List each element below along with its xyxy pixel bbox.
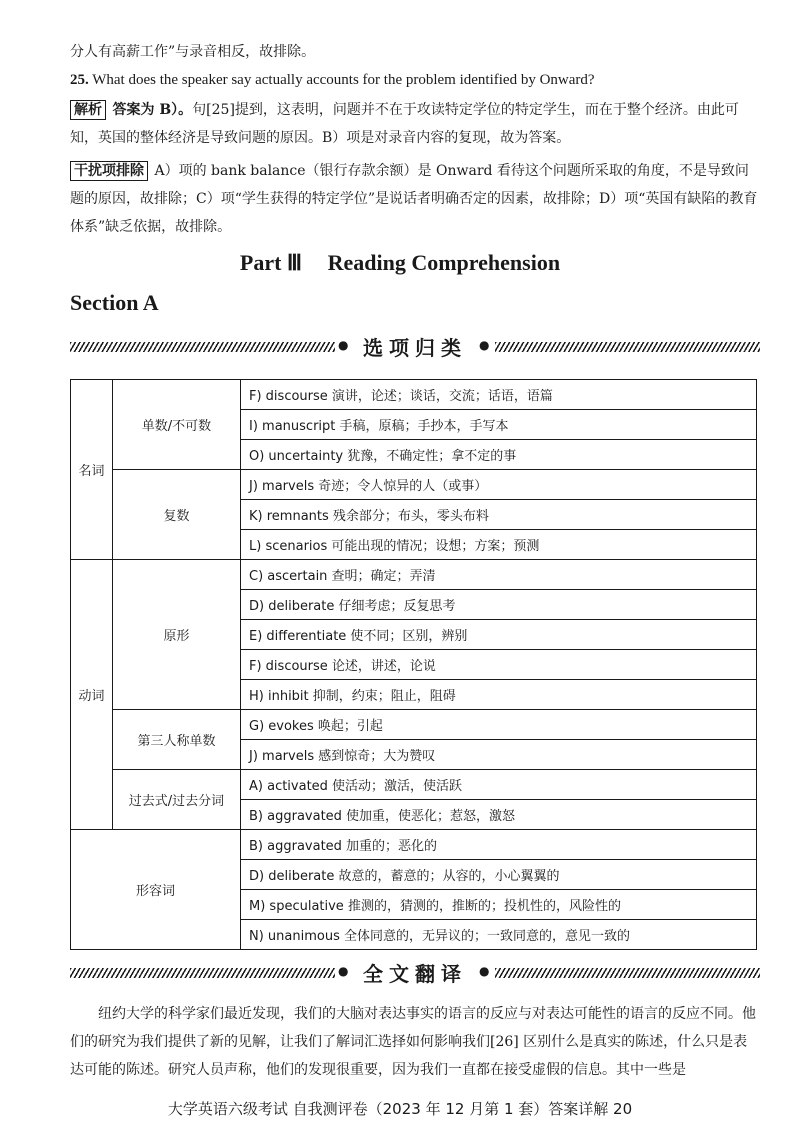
entry-cell: I) manuscript 手稿，原稿；手抄本，手写本 [241, 410, 757, 440]
part-name: Reading Comprehension [327, 250, 561, 275]
pos-cell: 名词 [71, 380, 113, 560]
analysis-text: 句[25]提到，这表明，问题并不在于攻读特定学位的特定学生，而在于整个经济。由此可知，英国的整体经济是导致问题的原因。B）项是对录音内容的复现，故为答案。 [70, 102, 739, 146]
banner-title: 全文翻译 [363, 962, 467, 986]
form-cell: 复数 [113, 470, 241, 560]
form-cell: 单数/不可数 [113, 380, 241, 470]
table-row [71, 710, 757, 740]
entry-cell: E) differentiate 使不同；区别，辨别 [241, 620, 757, 650]
entry-cell: O) uncertainty 犹豫，不确定性；拿不定的事 [241, 440, 757, 470]
question-text: What does the speaker say actually accounts for the problem identified by Onward? [92, 72, 595, 88]
bullet-icon: ● [338, 964, 349, 978]
distractor-tag: 干扰项排除 [70, 161, 148, 181]
distractor-text: A）项的 bank balance（银行存款余额）是 Onward 看待这个问题所采取的角度，不是导致问题的原因，故排除；C）项“学生获得的特定学位”是说话者明确否定的因素，故排除；D）项“英国有缺陷的教育体系”缺乏依据，故排除。 [70, 163, 758, 235]
translation-paragraph: 纽约大学的科学家们最近发现，我们的大脑对表达事实的语言的反应与对表达可能性的语言的反应不同。他们的研究为我们提供了新的见解，让我们了解词汇选择如何影响我们[26] 区别什么是真实的陈述，什么只是表达可能的陈述。研究人员声称，他们的发现很重要，因为我们一直都在接受虚假的信息。其中一些是 [70, 1006, 756, 1078]
banner-full-translation [70, 958, 760, 988]
entry-cell: F) discourse 论述，讲述，论说 [241, 650, 757, 680]
bullet-icon: ● [479, 338, 490, 352]
entry-cell: L) scenarios 可能出现的情况；设想；方案；预测 [241, 530, 757, 560]
hatch-divider [495, 342, 760, 352]
entry-cell: G) evokes 唤起；引起 [241, 710, 757, 740]
form-cell: 原形 [113, 560, 241, 710]
banner-title: 选项归类 [363, 336, 467, 360]
entry-cell: M) speculative 推测的，猜测的，推断的；投机性的，风险性的 [241, 890, 757, 920]
table-row [71, 770, 757, 800]
analysis-answer: 答案为 B）。 [112, 102, 193, 118]
table-row [71, 380, 757, 410]
table-row [71, 830, 757, 860]
analysis-tag: 解析 [70, 100, 106, 120]
vocab-table [70, 379, 757, 950]
page-footer: 大学英语六级考试 自我测评卷（2023 年 12 月第 1 套）答案详解 20 [167, 1100, 633, 1118]
part-number: Part Ⅲ [239, 250, 303, 275]
entry-cell: D) deliberate 仔细考虑；反复思考 [241, 590, 757, 620]
top-line: 分人有高薪工作”与录音相反，故排除。 [70, 44, 316, 60]
entry-cell: A) activated 使活动；激活，使活跃 [241, 770, 757, 800]
banner-options-classification [70, 332, 760, 362]
form-cell: 第三人称单数 [113, 710, 241, 770]
part-title [0, 250, 800, 276]
question-25 [70, 66, 760, 94]
section-title: Section A [70, 290, 159, 315]
entry-cell: J) marvels 奇迹；令人惊异的人（或事） [241, 470, 757, 500]
entry-cell: N) unanimous 全体同意的，无异议的；一致同意的，意见一致的 [241, 920, 757, 950]
bullet-icon: ● [479, 964, 490, 978]
table-row [71, 560, 757, 590]
bullet-icon: ● [338, 338, 349, 352]
distractor-block [70, 157, 760, 241]
entry-cell: F) discourse 演讲，论述；谈话，交流；话语，语篇 [241, 380, 757, 410]
form-cell: 过去式/过去分词 [113, 770, 241, 830]
pos-cell: 形容词 [71, 830, 241, 950]
question-number: 25. [70, 72, 89, 88]
entry-cell: H) inhibit 抑制，约束；阻止，阻碍 [241, 680, 757, 710]
pos-cell: 动词 [71, 560, 113, 830]
hatch-divider [495, 968, 760, 978]
analysis-block [70, 96, 760, 152]
table-row [71, 470, 757, 500]
entry-cell: B) aggravated 加重的；恶化的 [241, 830, 757, 860]
entry-cell: B) aggravated 使加重，使恶化；惹怒，激怒 [241, 800, 757, 830]
entry-cell: D) deliberate 故意的，蓄意的；从容的，小心翼翼的 [241, 860, 757, 890]
entry-cell: K) remnants 残余部分；布头，零头布料 [241, 500, 757, 530]
entry-cell: J) marvels 感到惊奇；大为赞叹 [241, 740, 757, 770]
entry-cell: C) ascertain 查明；确定；弄清 [241, 560, 757, 590]
